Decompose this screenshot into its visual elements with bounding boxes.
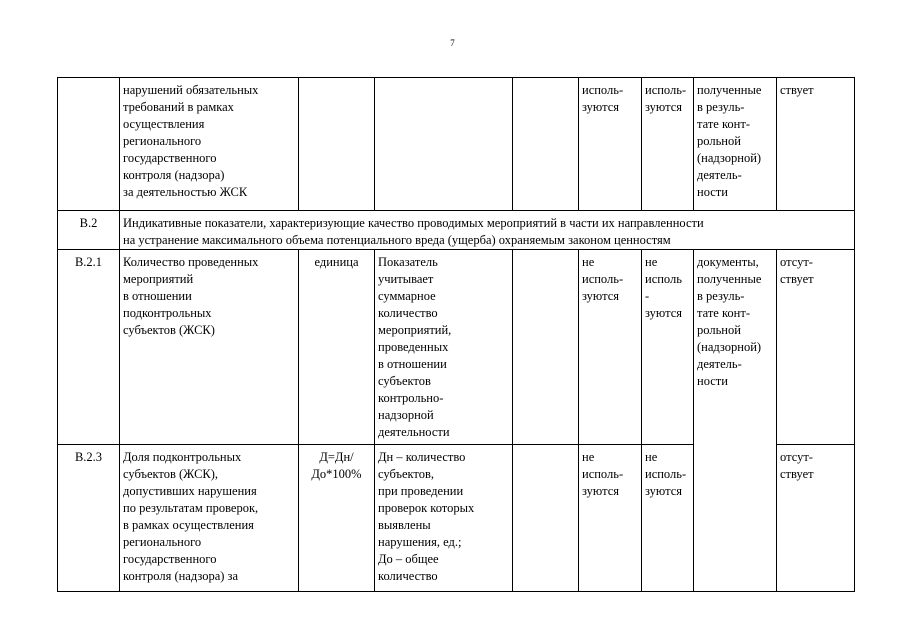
- cell-formula: [375, 78, 513, 211]
- cell-empty: [513, 78, 579, 211]
- cell-col9: отсут- ствует: [777, 445, 855, 592]
- cell-unit: Д=Дн/ До*100%: [299, 445, 375, 592]
- cell-source: полученные в резуль- тате конт- рольной (надзорной) деятель- ности: [694, 78, 777, 211]
- page-number: 7: [450, 38, 455, 48]
- cell-empty: [513, 250, 579, 445]
- cell-number: В.2: [58, 211, 120, 250]
- cell-formula: Показатель учитывает суммарное количество мероприятий, проведенных в отношении субъектов контрольно- надзорной деятельности: [375, 250, 513, 445]
- cell-col9: ствует: [777, 78, 855, 211]
- cell-col9: отсут- ствует: [777, 250, 855, 445]
- indicators-table: [57, 77, 855, 592]
- cell-section-title: Индикативные показатели, характеризующие качество проводимых мероприятий в части их направленности на устранение максимального объема потенциального вреда (ущерба) охраняемым законом ценностям: [120, 211, 855, 250]
- cell-col6: не исполь- зуются: [579, 445, 642, 592]
- cell-col6: не исполь- зуются: [579, 250, 642, 445]
- cell-number: В.2.1: [58, 250, 120, 445]
- cell-source: документы, полученные в резуль- тате конт- рольной (надзорной) деятель- ности: [694, 250, 777, 592]
- cell-number: [58, 78, 120, 211]
- table-row-b21: [58, 250, 855, 445]
- cell-name: Количество проведенных мероприятий в отношении подконтрольных субъектов (ЖСК): [120, 250, 299, 445]
- cell-name: нарушений обязательных требований в рамках осуществления регионального государственного контроля (надзора) за деятельностью ЖСК: [120, 78, 299, 211]
- cell-col6: исполь- зуются: [579, 78, 642, 211]
- table-row-b2: [58, 211, 855, 250]
- cell-col7: исполь- зуются: [642, 78, 694, 211]
- table-row-continuation: [58, 78, 855, 211]
- cell-col7: не исполь - зуются: [642, 250, 694, 445]
- cell-number: В.2.3: [58, 445, 120, 592]
- cell-unit: единица: [299, 250, 375, 445]
- cell-empty: [513, 445, 579, 592]
- cell-formula: Дн – количество субъектов, при проведении проверок которых выявлены нарушения, ед.; До – общее количество: [375, 445, 513, 592]
- cell-col7: не исполь- зуются: [642, 445, 694, 592]
- cell-name: Доля подконтрольных субъектов (ЖСК), допустивших нарушения по результатам проверок, в рамках осуществления регионального государственного контроля (надзора) за: [120, 445, 299, 592]
- cell-unit: [299, 78, 375, 211]
